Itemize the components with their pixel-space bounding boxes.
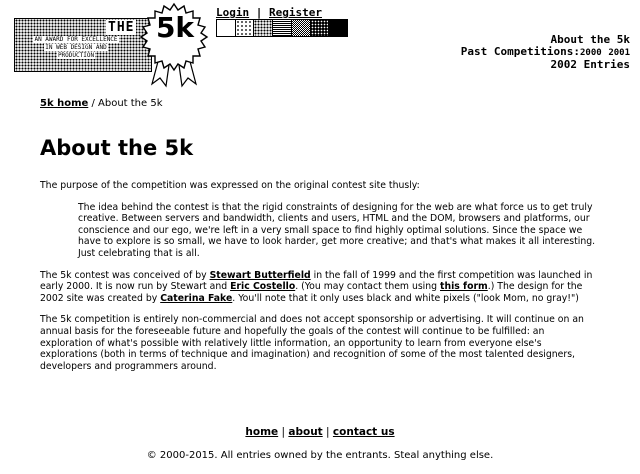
account-nav — [216, 6, 322, 19]
account-nav-separator: | — [249, 6, 269, 19]
history-text-3: . (You may contact them using — [295, 281, 441, 293]
logo-the-text: THE — [108, 20, 135, 35]
footer-nav — [0, 426, 640, 438]
pattern-swatch-bar — [216, 19, 348, 37]
logo-tagline-line-2: IN WEB DESIGN AND — [45, 44, 107, 51]
pattern-swatch — [254, 20, 273, 36]
pattern-swatch — [292, 20, 311, 36]
login-link[interactable]: Login — [216, 6, 250, 19]
page-title: About the 5k — [40, 136, 194, 160]
pattern-swatch — [236, 20, 255, 36]
contact-form-link[interactable]: this form — [440, 281, 488, 293]
breadcrumb-current: About the 5k — [98, 98, 163, 109]
mission-paragraph: The 5k competition is entirely non-commercial and does not accept sponsorship or advertising. It will continue on an annual basis for the foreseeable future and hopefully the goals of the contest will continue to be fulfilled: an exploration of what's possible with relatively little information, an opportunity to learn from everyone else's explorations (both in terms of technique and imagination) and recognition of some of the most talented designers, developers and programmers around. — [40, 314, 584, 372]
year-2000-link[interactable]: 2000 — [580, 48, 602, 58]
pattern-swatch — [329, 20, 347, 36]
entries-link[interactable]: Entries — [583, 58, 630, 71]
footer-contact-link[interactable]: contact us — [332, 426, 395, 438]
site-logo[interactable] — [10, 2, 210, 82]
caterina-fake-link[interactable]: Caterina Fake — [160, 292, 233, 304]
logo-tagline-line-1: AN AWARD FOR EXCELLENCE — [34, 36, 118, 43]
logo-tagline-line-3: PRODUCTION — [57, 52, 95, 59]
main-content — [40, 180, 596, 382]
history-text-2: in the fall of 1999 and the first competition was launched in early 2000. It is now run by Stewart and — [40, 269, 593, 293]
register-link[interactable]: Register — [269, 6, 322, 19]
footer-about-link[interactable]: about — [288, 426, 323, 438]
logo-tagline — [16, 36, 136, 60]
history-text-4: .) The design for the 2002 site was created by — [40, 281, 583, 304]
breadcrumb-separator: / — [88, 98, 99, 109]
history-text-1: The 5k contest was conceived of by — [40, 269, 210, 281]
past-competitions-label: Past Competitions: — [460, 45, 580, 58]
history-paragraph — [40, 270, 596, 305]
eric-costello-link[interactable]: Eric Costello — [230, 281, 296, 293]
right-nav — [461, 34, 630, 71]
contest-quote: The idea behind the contest is that the rigid constraints of designing for the web are what force us to get truly creative. Between servers and bandwidth, clients and users, HTML and the DOM, browsers and platforms, our conscience and our ego, we're left in a very small space to find highly optimal solutions. Since the space we have to explore is so small, we have to look harder, get more creative; and that's what makes it all interesting. Just celebrating that is all. — [78, 201, 596, 259]
intro-paragraph: The purpose of the competition was expressed on the original contest site thusly: — [40, 180, 420, 191]
pattern-swatch — [273, 20, 292, 36]
history-text-5: . You'll note that it only uses black and white pixels ("look Mom, no gray!") — [232, 292, 579, 304]
pattern-swatch — [217, 20, 236, 36]
breadcrumb-home-link[interactable]: 5k home — [40, 98, 89, 109]
pattern-swatch — [311, 20, 330, 36]
about-nav-link[interactable]: About the 5k — [550, 33, 630, 46]
footer-separator: | — [278, 426, 289, 438]
year-2001-link[interactable]: 2001 — [608, 48, 630, 58]
stewart-butterfield-link[interactable]: Stewart Butterfield — [209, 269, 311, 281]
footer-separator: | — [322, 426, 333, 438]
copyright-text: © 2000-2015. All entries owned by the entrants. Steal anything else. — [146, 450, 494, 461]
footer-home-link[interactable]: home — [245, 426, 279, 438]
logo-5k-text: 5k — [155, 11, 195, 44]
year-2002-link[interactable]: 2002 — [550, 58, 578, 71]
breadcrumb — [40, 98, 163, 109]
